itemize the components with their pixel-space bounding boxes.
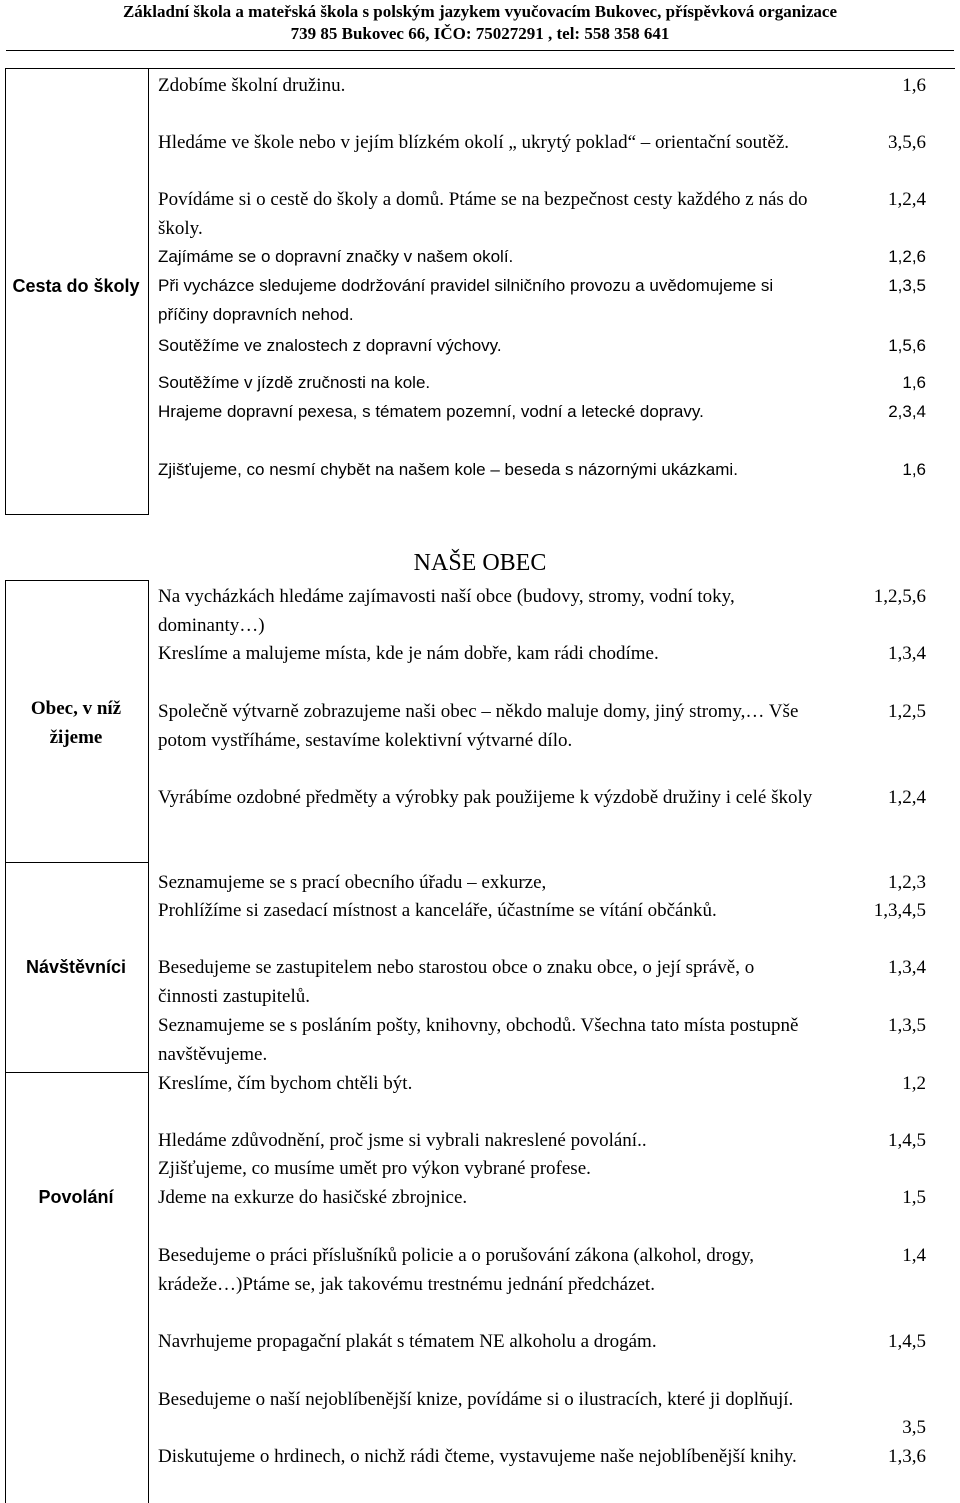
activity-codes: 1,2,4 [888,189,926,210]
activity-codes: 3,5,6 [888,132,926,153]
activity-text: Seznamujeme se s prací obecního úřadu – exkurze, [158,872,547,893]
activity-text: Besedujeme o práci příslušníků policie a o porušování zákona (alkohol, drogy, krádeže…)Ptáme se, jak takovému trestnému jednání předcházet. [158,1245,759,1295]
header-divider [6,50,954,51]
school-address: 739 85 Bukovec 66, IČO: 75027291 , tel: 558 358 641 [290,24,670,43]
activity-codes: 1,2,3 [888,872,926,893]
section-label-povolani: Povolání [38,1187,114,1207]
activity-codes: 2,3,4 [888,402,926,421]
row-divider-obec [5,862,149,863]
activity-text: Povídáme si o cestě do školy a domů. Ptáme se na bezpečnost cesty každého z nás do školy. [158,189,813,239]
activity-text: Při vycházce sledujeme dodržování pravidel silničního provozu a uvědomujeme si příčiny dopravních nehod. [158,276,778,324]
activity-codes: 1,5 [902,1187,926,1208]
activity-codes: 1,6 [902,460,926,479]
activity-text: Na vycházkách hledáme zajímavosti naší obce (budovy, stromy, vodní toky, dominanty…) [158,586,740,636]
section-label-cesta: Cesta do školy [12,276,140,296]
table-border-top-1 [5,68,955,69]
activity-text: Soutěžíme v jízdě zručnosti na kole. [158,373,431,392]
activity-codes: 1,4,5 [888,1130,926,1151]
activity-text: Kreslíme a malujeme místa, kde je nám dobře, kam rádi chodíme. [158,643,659,664]
activity-codes: 1,3,5 [888,276,926,295]
section-label-navstevnici: Návštěvníci [25,957,127,977]
row-divider-navstevnici [5,1072,149,1073]
activity-text: Zjišťujeme, co musíme umět pro výkon vybrané profese. [158,1158,591,1179]
activity-text: Seznamujeme se s posláním pošty, knihovny, obchodů. Všechna tato místa postupně navštěvujeme. [158,1015,804,1065]
activity-codes: 1,2,6 [888,247,926,266]
activity-text: Kreslíme, čím bychom chtěli být. [158,1073,413,1094]
activity-codes: 1,6 [902,75,926,96]
activity-text: Zdobíme školní družinu. [158,75,346,96]
table-border-top-2 [5,580,149,581]
activity-text: Vyrábíme ozdobné předměty a výrobky pak použijeme k výzdobě družiny i celé školy [158,787,813,808]
activity-codes: 1,2,4 [888,787,926,808]
activity-text: Hledáme ve škole nebo v jejím blízkém okolí „ ukrytý poklad“ – orientační soutěž. [158,132,790,153]
column-divider-1 [148,68,149,515]
activity-codes: 3,5 [902,1417,926,1438]
activity-text: Jdeme na exkurze do hasičské zbrojnice. [158,1187,468,1208]
activity-text: Besedujeme se zastupitelem nebo starostou obce o znaku obce, o její správě, o činnosti zastupitelů. [158,957,759,1007]
activity-codes: 1,4 [902,1245,926,1266]
activity-text: Soutěžíme ve znalostech z dopravní výchovy. [158,336,502,355]
activity-text: Diskutujeme o hrdinech, o nichž rádi čteme, vystavujeme naše nejoblíbenější knihy. [158,1446,797,1467]
school-name: Základní škola a mateřská škola s polským jazykem vyučovacím Bukovec, příspěvková organizace [122,2,838,21]
activity-codes: 1,3,4 [888,957,926,978]
activity-text: Společně výtvarně zobrazujeme naši obec – někdo maluje domy, jiný stromy,… Vše potom vystříháme, sestavíme kolektivní výtvarné dílo. [158,701,804,751]
activity-text: Hrajeme dopravní pexesa, s tématem pozemní, vodní a letecké dopravy. [158,402,704,421]
activity-text: Prohlížíme si zasedací místnost a kanceláře, účastníme se vítání občánků. [158,900,717,921]
activity-codes: 1,3,4,5 [873,900,926,921]
activity-text: Besedujeme o naší nejoblíbenější knize, povídáme si o ilustracích, které ji doplňují. [158,1389,794,1410]
table-border-bottom-1 [5,514,149,515]
activity-text: Navrhujeme propagační plakát s tématem NE alkoholu a drogám. [158,1331,657,1352]
activity-text: Hledáme zdůvodnění, proč jsme si vybrali nakreslené povolání.. [158,1130,647,1151]
activity-codes: 1,3,4 [888,643,926,664]
section-label-obec: Obec, v níž žijeme [30,698,122,748]
activity-codes: 1,5,6 [888,336,926,355]
activity-codes: 1,4,5 [888,1331,926,1352]
activity-codes: 1,3,6 [888,1446,926,1467]
activity-text: Zjišťujeme, co nesmí chybět na našem kole – beseda s názornými ukázkami. [158,460,738,479]
activity-codes: 1,3,5 [888,1015,926,1036]
activity-codes: 1,2 [902,1073,926,1094]
column-divider-2 [148,580,149,1503]
activity-codes: 1,2,5 [888,701,926,722]
activity-text: Zajímáme se o dopravní značky v našem okolí. [158,247,514,266]
activity-codes: 1,6 [902,373,926,392]
activity-codes: 1,2,5,6 [873,586,926,607]
section-title-nase-obec: NAŠE OBEC [413,550,547,576]
